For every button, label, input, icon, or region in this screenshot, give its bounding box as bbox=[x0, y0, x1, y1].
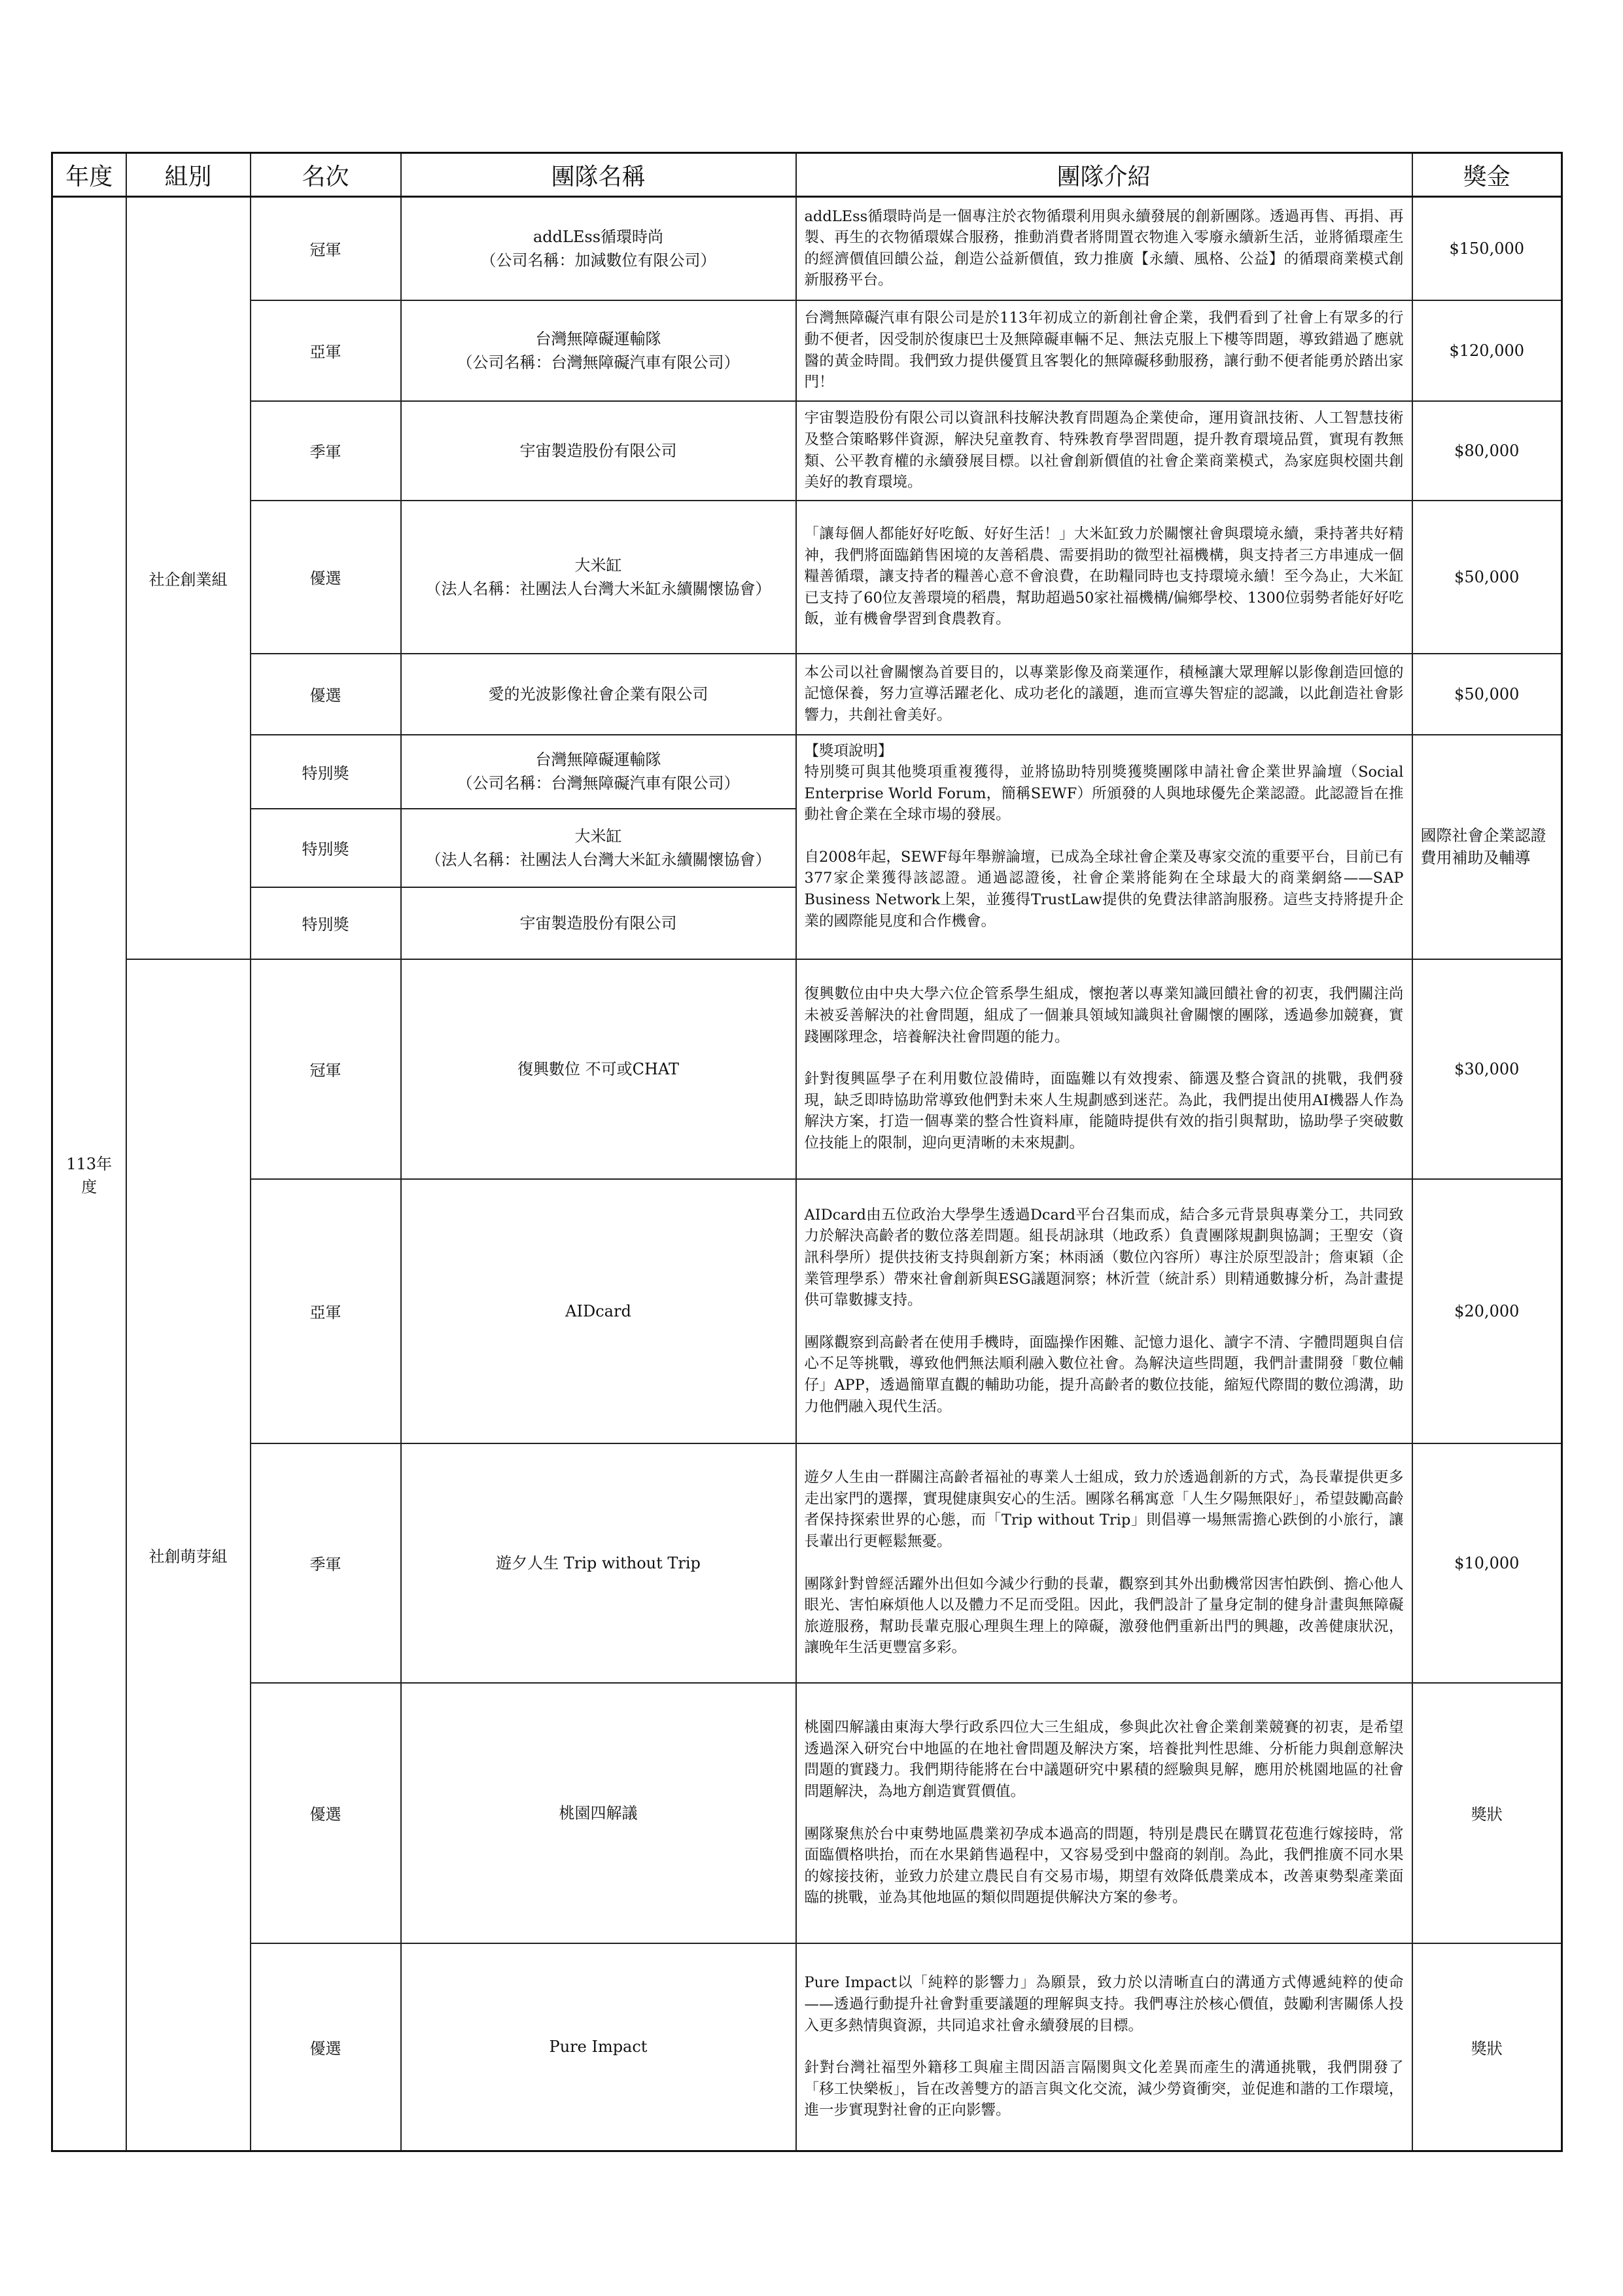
intro-paragraph: 針對復興區學子在利用數位設備時，面臨難以有效搜索、篩選及整合資訊的挑戰，我們發現，缺乏即時協助常導致他們對未來人生規劃感到迷茫。為此，我們提出使用AI機器人作為解決方案，打造一個專業的整合性資料庫，能隨時提供有效的指引與幫助，協助學子突破數位技能上的限制，迎向更清晰的未來規劃。 bbox=[804, 1070, 1404, 1152]
team-name-cell bbox=[401, 1683, 796, 1943]
intro-paragraph: 自2008年起，SEWF每年舉辦論壇，已成為全球社會企業及專家交流的重要平台，目前已有377家企業獲得該認證。通過認證後，社會企業將能夠在全球最大的商業網絡——SAP Business Network上架，並獲得TrustLaw提供的免費法律諮詢服務。這些支持將提升企業的國際能見度和合作機會。 bbox=[804, 848, 1404, 930]
team-name-cell bbox=[401, 959, 796, 1179]
table-row bbox=[52, 654, 1562, 735]
table-row bbox=[52, 959, 1562, 1179]
header-group: 組別 bbox=[126, 153, 251, 197]
rank-cell: 冠軍 bbox=[251, 959, 401, 1179]
team-intro-cell bbox=[796, 959, 1412, 1179]
prize-cell: $30,000 bbox=[1412, 959, 1562, 1179]
rank-cell: 特別獎 bbox=[251, 809, 401, 887]
team-name-cell bbox=[401, 809, 796, 887]
intro-paragraph: AIDcard由五位政治大學學生透過Dcard平台召集而成，結合多元背景與專業分工，共同致力於解決高齡者的數位落差問題。組長胡詠琪（地政系）負責團隊規劃與協調；王聖安（資訊科學所）提供技術支持與創新方案；林雨涵（數位內容所）專注於原型設計；詹東穎（企業管理學系）帶來社會創新與ESG議題洞察；林沂萱（統計系）則精通數據分析，為計畫提供可靠數據支持。 bbox=[804, 1206, 1404, 1309]
team-name-cell bbox=[401, 401, 796, 501]
table-row bbox=[52, 501, 1562, 654]
team-name-cell bbox=[401, 887, 796, 959]
intro-paragraph: 特別獎可與其他獎項重複獲得，並將協助特別獎獲獎團隊申請社會企業世界論壇（Social Enterprise World Forum，簡稱SEWF）所頒發的人與地球優先企業認證。此認證旨在推動社會企業在全球市場的發展。 bbox=[804, 764, 1404, 824]
team-intro-cell bbox=[796, 197, 1412, 300]
prize-cell: $10,000 bbox=[1412, 1443, 1562, 1683]
rank-cell: 優選 bbox=[251, 1943, 401, 2151]
team-intro-cell bbox=[796, 1943, 1412, 2151]
team-name-line: 復興數位 不可或CHAT bbox=[517, 1059, 679, 1078]
intro-paragraph: 團隊聚焦於台中東勢地區農業初孕成本過高的問題，特別是農民在購買花苞進行嫁接時，常面臨價格哄抬，而在水果銷售過程中，又容易受到中盤商的剝削。為此，我們推廣不同水果的嫁接技術，並致力於建立農民自有交易市場，期望有效降低農業成本，改善東勢梨產業面臨的挑戰，並為其他地區的類似問題提供解決方案的參考。 bbox=[804, 1825, 1404, 1907]
team-name-cell bbox=[401, 1943, 796, 2151]
table-row bbox=[52, 1683, 1562, 1943]
team-name-line: addLEss循環時尚 bbox=[532, 227, 664, 246]
team-name-line: Pure Impact bbox=[549, 2038, 648, 2057]
team-name-cell bbox=[401, 735, 796, 809]
awards-table bbox=[51, 152, 1563, 2152]
intro-paragraph: 遊夕人生由一群關注高齡者福祉的專業人士組成，致力於透過創新的方式，為長輩提供更多走出家門的選擇，實現健康與安心的生活。團隊名稱寓意「人生夕陽無限好」，希望鼓勵高齡者保持探索世界的心態，而「Trip without Trip」則倡導一場無需擔心跌倒的小旅行，讓長輩出行更輕鬆無憂。 bbox=[804, 1469, 1404, 1550]
intro-paragraph: addLEss循環時尚是一個專注於衣物循環利用與永續發展的創新團隊。透過再售、再捐、再製、再生的衣物循環媒合服務，推動消費者將閒置衣物進入零廢永續新生活，並將循環產生的經濟價值回饋公益，創造公益新價值，致力推廣【永續、風格、公益】的循環商業模式創新服務平台。 bbox=[804, 207, 1404, 289]
team-intro-cell bbox=[796, 654, 1412, 735]
rank-cell: 優選 bbox=[251, 501, 401, 654]
team-company-line: （法人名稱：社團法人台灣大米缸永續關懷協會） bbox=[425, 850, 771, 869]
header-prize: 獎金 bbox=[1412, 153, 1562, 197]
rank-cell: 特別獎 bbox=[251, 887, 401, 959]
header-intro: 團隊介紹 bbox=[796, 153, 1412, 197]
team-name-line: 桃園四解議 bbox=[559, 1803, 638, 1822]
table-row bbox=[52, 1443, 1562, 1683]
table-header bbox=[52, 153, 1562, 197]
rank-cell: 優選 bbox=[251, 654, 401, 735]
year-cell: 113年度 bbox=[52, 197, 126, 2151]
intro-paragraph: Pure Impact以「純粹的影響力」為願景，致力於以清晰直白的溝通方式傳遞純粹的使命——透過行動提升社會對重要議題的理解與支持。我們專注於核心價值，鼓勵利害關係人投入更多熱情與資源，共同追求社會永續發展的目標。 bbox=[804, 1974, 1404, 2034]
prize-cell: $50,000 bbox=[1412, 501, 1562, 654]
team-intro-cell bbox=[796, 300, 1412, 401]
intro-paragraph: 團隊觀察到高齡者在使用手機時，面臨操作困難、記憶力退化、讀字不清、字體問題與自信心不足等挑戰，導致他們無法順利融入數位社會。為解決這些問題，我們計畫開發「數位輔仔」APP，透過簡單直觀的輔助功能，提升高齡者的數位技能，縮短代際間的數位鴻溝，助力他們融入現代生活。 bbox=[804, 1333, 1404, 1415]
rank-cell: 優選 bbox=[251, 1683, 401, 1943]
prize-cell: 獎狀 bbox=[1412, 1683, 1562, 1943]
team-name-line: 大米缸 bbox=[574, 826, 622, 845]
team-company-line: （公司名稱：加減數位有限公司） bbox=[480, 251, 716, 270]
header-team-name: 團隊名稱 bbox=[401, 153, 796, 197]
special-award-heading: 【獎項說明】 bbox=[804, 742, 893, 760]
team-name-cell bbox=[401, 300, 796, 401]
table-row bbox=[52, 401, 1562, 501]
header-rank: 名次 bbox=[251, 153, 401, 197]
team-name-cell bbox=[401, 197, 796, 300]
intro-paragraph: 本公司以社會關懷為首要目的，以專業影像及商業運作，積極讓大眾理解以影像創造回憶的記憶保養，努力宣導活躍老化、成功老化的議題，進而宣導失智症的認識，以此創造社會影響力，共創社會美好。 bbox=[804, 663, 1404, 724]
intro-paragraph: 「讓每個人都能好好吃飯、好好生活！」大米缸致力於關懷社會與環境永續，秉持著共好精神，我們將面臨銷售困境的友善稻農、需要捐助的微型社福機構，與支持者三方串連成一個糧善循環，讓支持者的糧善心意不會浪費，在助糧同時也支持環境永續！至今為止，大米缸已支持了60位友善環境的稻農，幫助超過50家社福機構/偏鄉學校、1300位弱勢者能好好吃飯，並有機會學習到食農教育。 bbox=[804, 525, 1404, 628]
intro-paragraph: 復興數位由中央大學六位企管系學生組成，懷抱著以專業知識回饋社會的初衷，我們關注尚未被妥善解決的社會問題，組成了一個兼具領域知識與社會關懷的團隊，透過參加競賽，實踐團隊理念，培養解決社會問題的能力。 bbox=[804, 985, 1404, 1046]
team-company-line: （公司名稱：台灣無障礙汽車有限公司） bbox=[457, 353, 740, 372]
rank-cell: 亞軍 bbox=[251, 1179, 401, 1443]
rank-cell: 特別獎 bbox=[251, 735, 401, 809]
intro-paragraph: 台灣無障礙汽車有限公司是於113年初成立的新創社會企業，我們看到了社會上有眾多的行動不便者，因受制於復康巴士及無障礙車輛不足、無法克服上下樓等問題，導致錯過了應就醫的黃金時間。我們致力提供優質且客製化的無障礙移動服務，讓行動不便者能勇於踏出家門！ bbox=[804, 309, 1404, 391]
team-intro-cell bbox=[796, 401, 1412, 501]
prize-cell: 獎狀 bbox=[1412, 1943, 1562, 2151]
team-company-line: （公司名稱：台灣無障礙汽車有限公司） bbox=[457, 774, 740, 792]
team-name-cell bbox=[401, 501, 796, 654]
table-row bbox=[52, 197, 1562, 300]
team-name-cell bbox=[401, 1179, 796, 1443]
prize-cell: $80,000 bbox=[1412, 401, 1562, 501]
prize-cell: $20,000 bbox=[1412, 1179, 1562, 1443]
header-year: 年度 bbox=[52, 153, 126, 197]
team-intro-cell bbox=[796, 1443, 1412, 1683]
team-name-line: 遊夕人生 Trip without Trip bbox=[496, 1553, 701, 1572]
special-award-prize-cell: 國際社會企業認證費用補助及輔導 bbox=[1412, 735, 1562, 959]
table-row bbox=[52, 1179, 1562, 1443]
team-name-line: 大米缸 bbox=[574, 556, 622, 574]
prize-cell: $120,000 bbox=[1412, 300, 1562, 401]
intro-paragraph: 針對台灣社福型外籍移工與雇主間因語言隔閡與文化差異而產生的溝通挑戰，我們開發了「移工快樂板」，旨在改善雙方的語言與文化交流，減少勞資衝突，並促進和諧的工作環境，進一步實現對社會的正向影響。 bbox=[804, 2059, 1404, 2119]
team-name-line: AIDcard bbox=[565, 1301, 631, 1320]
special-award-intro-cell bbox=[796, 735, 1412, 959]
intro-paragraph: 桃園四解議由東海大學行政系四位大三生組成，參與此次社會企業創業競賽的初衷，是希望透過深入研究台中地區的在地社會問題及解決方案，培養批判性思維、分析能力與創意解決問題的實踐力。我們期待能將在台中議題研究中累積的經驗與見解，應用於桃園地區的社會問題解決，為地方創造實質價值。 bbox=[804, 1719, 1404, 1800]
team-company-line: （法人名稱：社團法人台灣大米缸永續關懷協會） bbox=[425, 579, 771, 598]
team-name-cell bbox=[401, 1443, 796, 1683]
team-name-line: 宇宙製造股份有限公司 bbox=[519, 441, 677, 460]
table-row bbox=[52, 1943, 1562, 2151]
intro-paragraph: 團隊針對曾經活躍外出但如今減少行動的長輩，觀察到其外出動機常因害怕跌倒、擔心他人眼光、害怕麻煩他人以及體力不足而受阻。因此，我們設計了量身定制的健身計畫與無障礙旅遊服務，幫助長輩克服心理與生理上的障礙，激發他們重新出門的興趣，改善健康狀況，讓晚年生活更豐富多彩。 bbox=[804, 1575, 1404, 1657]
rank-cell: 季軍 bbox=[251, 401, 401, 501]
group-cell: 社創萌芽組 bbox=[126, 959, 251, 2151]
rank-cell: 亞軍 bbox=[251, 300, 401, 401]
team-intro-cell bbox=[796, 1179, 1412, 1443]
team-name-cell bbox=[401, 654, 796, 735]
intro-paragraph: 宇宙製造股份有限公司以資訊科技解決教育問題為企業使命，運用資訊技術、人工智慧技術及整合策略夥伴資源，解決兒童教育、特殊教育學習問題，提升教育環境品質，實現有教無類、公平教育權的永續發展目標。以社會創新價值的社會企業商業模式，為家庭與校園共創美好的教育環境。 bbox=[804, 410, 1404, 491]
team-name-line: 宇宙製造股份有限公司 bbox=[519, 913, 677, 932]
rank-cell: 季軍 bbox=[251, 1443, 401, 1683]
prize-cell: $50,000 bbox=[1412, 654, 1562, 735]
prize-cell: $150,000 bbox=[1412, 197, 1562, 300]
team-name-line: 台灣無障礙運輸隊 bbox=[535, 751, 661, 769]
team-name-line: 台灣無障礙運輸隊 bbox=[535, 329, 661, 348]
rank-cell: 冠軍 bbox=[251, 197, 401, 300]
team-intro-cell bbox=[796, 1683, 1412, 1943]
group-cell: 社企創業組 bbox=[126, 197, 251, 959]
table-row bbox=[52, 735, 1562, 809]
table-row bbox=[52, 300, 1562, 401]
team-intro-cell bbox=[796, 501, 1412, 654]
team-name-line: 愛的光波影像社會企業有限公司 bbox=[488, 684, 708, 703]
